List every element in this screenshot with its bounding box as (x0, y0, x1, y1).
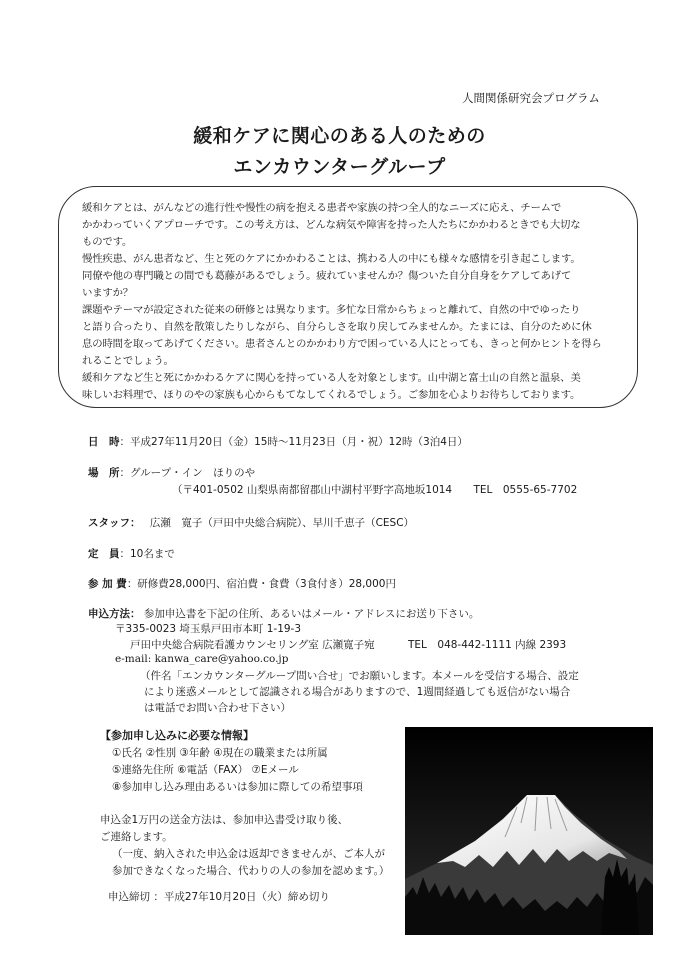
place-label: 場 所 (88, 467, 120, 479)
fee-label: 参 加 費 (88, 578, 127, 590)
intro-line: 慢性疾患、がん患者など、生と死のケアにかかわることは、携わる人の中にも様々な感情を引き起こします。 (82, 253, 581, 265)
date-row (88, 434, 468, 449)
intro-line: 緩和ケアなど生と死にかかわるケアに関心を持っている人を対象とします。山中湖と富士山の自然と温泉、美 (82, 372, 581, 384)
application-text: 参加申込書を下記の住所、あるいはメール・アドレスにお送り下さい。 (143, 608, 480, 620)
payment-line: （一度、納入された申込金は返却できませんが、ご本人が (112, 848, 385, 860)
intro-line: と語り合ったり、自然を散策したりしながら、自分らしさを取り戻してみませんか。たまには、自分のために休 (82, 321, 592, 333)
intro-line: ものです。 (82, 236, 133, 248)
intro-line: 課題やテーマが設定された従来の研修とは異なります。多忙な日常からちょっと離れて、自然の中でゆったり (82, 304, 581, 316)
staff-value: 広瀬 寛子（戸田中央総合病院）、早川千恵子（CESC） (149, 517, 415, 529)
application-office: 戸田中央総合病院看護カウンセリング室 広瀬寛子宛 (130, 639, 375, 651)
payment-line: ご連絡します。 (100, 831, 173, 843)
place-tel: TEL 0555-65-7702 (473, 484, 578, 496)
place-address-row (172, 482, 577, 497)
intro-line: いますか？ (82, 287, 133, 299)
page-title-line1: 緩和ケアに関心のある人のための (193, 125, 486, 147)
intro-line: 緩和ケアとは、がんなどの進行性や慢性の病を抱える患者や家族の持つ全人的なニーズに応え、チームで (82, 202, 562, 214)
capacity-label: 定 員 (88, 548, 120, 560)
place-value: ：グループ・イン ほりのや (119, 467, 256, 479)
application-office-row (130, 637, 566, 652)
payment-line: 申込金1万円の送金方法は、参加申込書受け取り後、 (100, 814, 349, 826)
application-office-tel: TEL 048-442-1111 内線 2393 (407, 639, 567, 651)
deadline: 申込締切 ：平成27年10月20日（火）締め切り (108, 891, 330, 903)
application-label: 申込方法： (88, 608, 141, 620)
intro-line: かかわっていくアプローチです。この考え方は、どんな病気や障害を持った人たちにかかわるときでも大切な (82, 219, 581, 231)
fee-value: ：研修費28,000円、宿泊費・食費（3食付き）28,000円 (126, 578, 396, 590)
date-value: ：平成27年11月20日（金）15時～11月23日（月・祝）12時（3泊4日） (119, 436, 468, 448)
page-title-line2: エンカウンターグループ (233, 156, 446, 178)
application-postal: 〒335-0023 埼玉県戸田市本町 1-19-3 (115, 623, 302, 635)
program-name: 人間関係研究会プログラム (462, 91, 600, 105)
application-note-line: により迷惑メールとして認識される場合がありますので、1週間経過しても返信がない場合 (144, 686, 571, 698)
application-note-line: （件名「エンカウンターグループ問い合せ」でお願いします。本メールを受信する場合、設定 (140, 670, 579, 682)
required-info-item: ⑧参加申し込み理由あるいは参加に際しての希望事項 (112, 781, 363, 793)
staff-row (88, 515, 414, 530)
place-row (88, 465, 255, 480)
capacity-value: ：10名まで (119, 548, 175, 560)
application-row (88, 606, 479, 621)
intro-line: 味しいお料理で、ほりのやの家族も心からもてなしてくれるでしょう。ご参加を心よりお待ちしております。 (82, 389, 581, 401)
intro-line: れることでしょう。 (82, 355, 174, 367)
application-email: e-mail: kanwa_care@yahoo.co.jp (115, 653, 289, 665)
required-info-heading: 【参加申し込みに必要な情報】 (100, 729, 254, 742)
mount-fuji-photo (405, 727, 653, 935)
place-address: （〒401-0502 山梨県南都留郡山中湖村平野字高地坂1014 (172, 484, 453, 496)
staff-label: スタッフ： (88, 517, 141, 529)
date-label: 日 時 (88, 436, 120, 448)
required-info-item: ⑤連絡先住所 ⑥電話（FAX） ⑦Eメール (112, 764, 299, 776)
capacity-row (88, 546, 175, 561)
payment-line: 参加できなくなった場合、代わりの人の参加を認めます。） (112, 865, 390, 877)
intro-line: 息の時間を取ってあげてください。患者さんとのかかわり方で困っている人にとっても、きっと何かヒントを得ら (82, 338, 602, 350)
required-info-item: ①氏名 ②性別 ③年齢 ④現在の職業または所属 (112, 747, 328, 759)
application-note-line: は電話でお問い合わせ下さい） (144, 702, 291, 714)
intro-line: 同僚や他の専門職との間でも葛藤があるでしょう。疲れていませんか？傷ついた自分自身をケアしてあげて (82, 270, 572, 282)
fee-row (88, 576, 396, 591)
